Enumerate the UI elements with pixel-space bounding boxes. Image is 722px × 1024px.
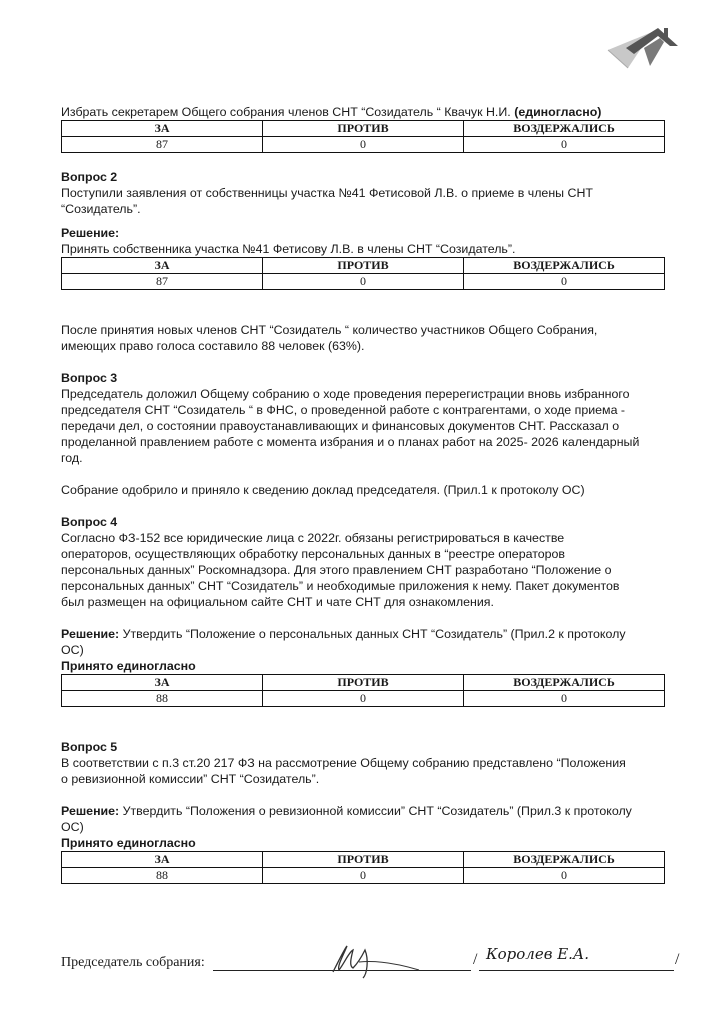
secretary-election-text: Избрать секретарем Общего собрания членов СНТ “Созидатель “ Квачук Н.И. (единогласно)	[61, 105, 602, 119]
header-for: ЗА	[62, 675, 263, 691]
members-count-text: После принятия новых членов СНТ “Созидатель “ количество участников Общего Собрания,	[61, 323, 598, 337]
vote-table-5	[61, 851, 665, 884]
question-2-heading: Вопрос 2	[61, 170, 118, 184]
question-4-decision: ОС)	[61, 643, 84, 657]
question-2-decision-heading: Решение:	[61, 226, 120, 240]
name-line	[479, 970, 674, 971]
question-4-heading: Вопрос 4	[61, 515, 118, 529]
vote-table-2	[61, 257, 665, 290]
signature-slash-right: /	[675, 951, 680, 968]
votes-for: 88	[62, 691, 263, 707]
header-against: ПРОТИВ	[263, 258, 464, 274]
vote-table-1	[61, 120, 665, 153]
header-abstained: ВОЗДЕРЖАЛИСЬ	[464, 258, 665, 274]
question-5-text: о ревизионной комиссии” СНТ “Созидатель”.	[61, 772, 320, 786]
question-5-text: В соответствии с п.3 ст.20 217 ФЗ на рассмотрение Общему собранию представлено “Положения	[61, 756, 626, 770]
votes-abstained: 0	[464, 274, 665, 290]
question-5-decision: ОС)	[61, 820, 84, 834]
house-roof-logo	[604, 20, 684, 70]
votes-for: 87	[62, 274, 263, 290]
question-3-text: председателя СНТ “Созидатель “ в ФНС, о проведенной работе с контрагентами, о ходе приема -	[61, 403, 626, 417]
votes-for: 87	[62, 137, 263, 153]
members-count-text: имеющих право голоса составило 88 человек (63%).	[61, 339, 365, 353]
header-against: ПРОТИВ	[263, 121, 464, 137]
question-5-heading: Вопрос 5	[61, 740, 118, 754]
question-3-text: Председатель доложил Общему собранию о ходе проведения перерегистрации вновь избранного	[61, 387, 630, 401]
question-3-approved: Собрание одобрило и приняло к сведению доклад председателя. (Прил.1 к протоколу ОС)	[61, 483, 585, 497]
votes-against: 0	[263, 868, 464, 884]
vote-table-4	[61, 674, 665, 707]
handwritten-chairman-name: Королев Е.А.	[486, 945, 590, 963]
header-abstained: ВОЗДЕРЖАЛИСЬ	[464, 852, 665, 868]
votes-for: 88	[62, 868, 263, 884]
signature-slash-left: /	[473, 951, 478, 968]
question-4-unanimous: Принято единогласно	[61, 659, 196, 673]
header-for: ЗА	[62, 258, 263, 274]
question-4-text: персональных данных” СНТ “Созидатель” и необходимые приложения к нему. Пакет документов	[61, 579, 620, 593]
header-against: ПРОТИВ	[263, 852, 464, 868]
header-for: ЗА	[62, 852, 263, 868]
votes-abstained: 0	[464, 691, 665, 707]
question-2-text: Поступили заявления от собственницы участка №41 Фетисовой Л.В. о приеме в члены СНТ	[61, 186, 593, 200]
header-against: ПРОТИВ	[263, 675, 464, 691]
question-5-decision: Решение: Утвердить “Положения о ревизионной комиссии” СНТ “Созидатель” (Прил.3 к протоколу	[61, 804, 632, 818]
question-3-text: год.	[61, 451, 83, 465]
question-3-text: проделанной правлением работе с момента избрания и о планах работ на 2025- 2026 календарный	[61, 435, 640, 449]
protocol-body	[61, 104, 691, 884]
question-5-unanimous: Принято единогласно	[61, 836, 196, 850]
votes-abstained: 0	[464, 137, 665, 153]
unanimous-note: (единогласно)	[514, 105, 602, 119]
question-4-text: Согласно ФЗ-152 все юридические лица с 2022г. обязаны регистрироваться в качестве	[61, 531, 565, 545]
votes-abstained: 0	[464, 868, 665, 884]
votes-against: 0	[263, 137, 464, 153]
signature-label: Председатель собрания:	[61, 955, 205, 970]
header-abstained: ВОЗДЕРЖАЛИСЬ	[464, 675, 665, 691]
question-3-text: передачи дел, о состоянии правоустанавливающих и финансовых документов СНТ. Рассказал о	[61, 419, 620, 433]
question-3-heading: Вопрос 3	[61, 371, 118, 385]
question-4-text: персональных данных” Роскомнадзора. Для этого правлением СНТ разработано “Положение о	[61, 563, 612, 577]
chairman-signature-block	[61, 940, 701, 980]
handwritten-signature	[319, 940, 429, 980]
question-4-text: был размещен на официальном сайте СНТ и чате СНТ для ознакомления.	[61, 595, 494, 609]
header-abstained: ВОЗДЕРЖАЛИСЬ	[464, 121, 665, 137]
question-2-text: “Созидатель”.	[61, 202, 141, 216]
question-4-decision: Решение: Утвердить “Положение о персональных данных СНТ “Созидатель” (Прил.2 к протоколу	[61, 627, 626, 641]
question-2-decision: Принять собственника участка №41 Фетисову Л.В. в члены СНТ “Созидатель”.	[61, 242, 516, 256]
votes-against: 0	[263, 691, 464, 707]
votes-against: 0	[263, 274, 464, 290]
header-for: ЗА	[62, 121, 263, 137]
question-4-text: операторов, осуществляющих обработку персональных данных в “реестре операторов	[61, 547, 566, 561]
